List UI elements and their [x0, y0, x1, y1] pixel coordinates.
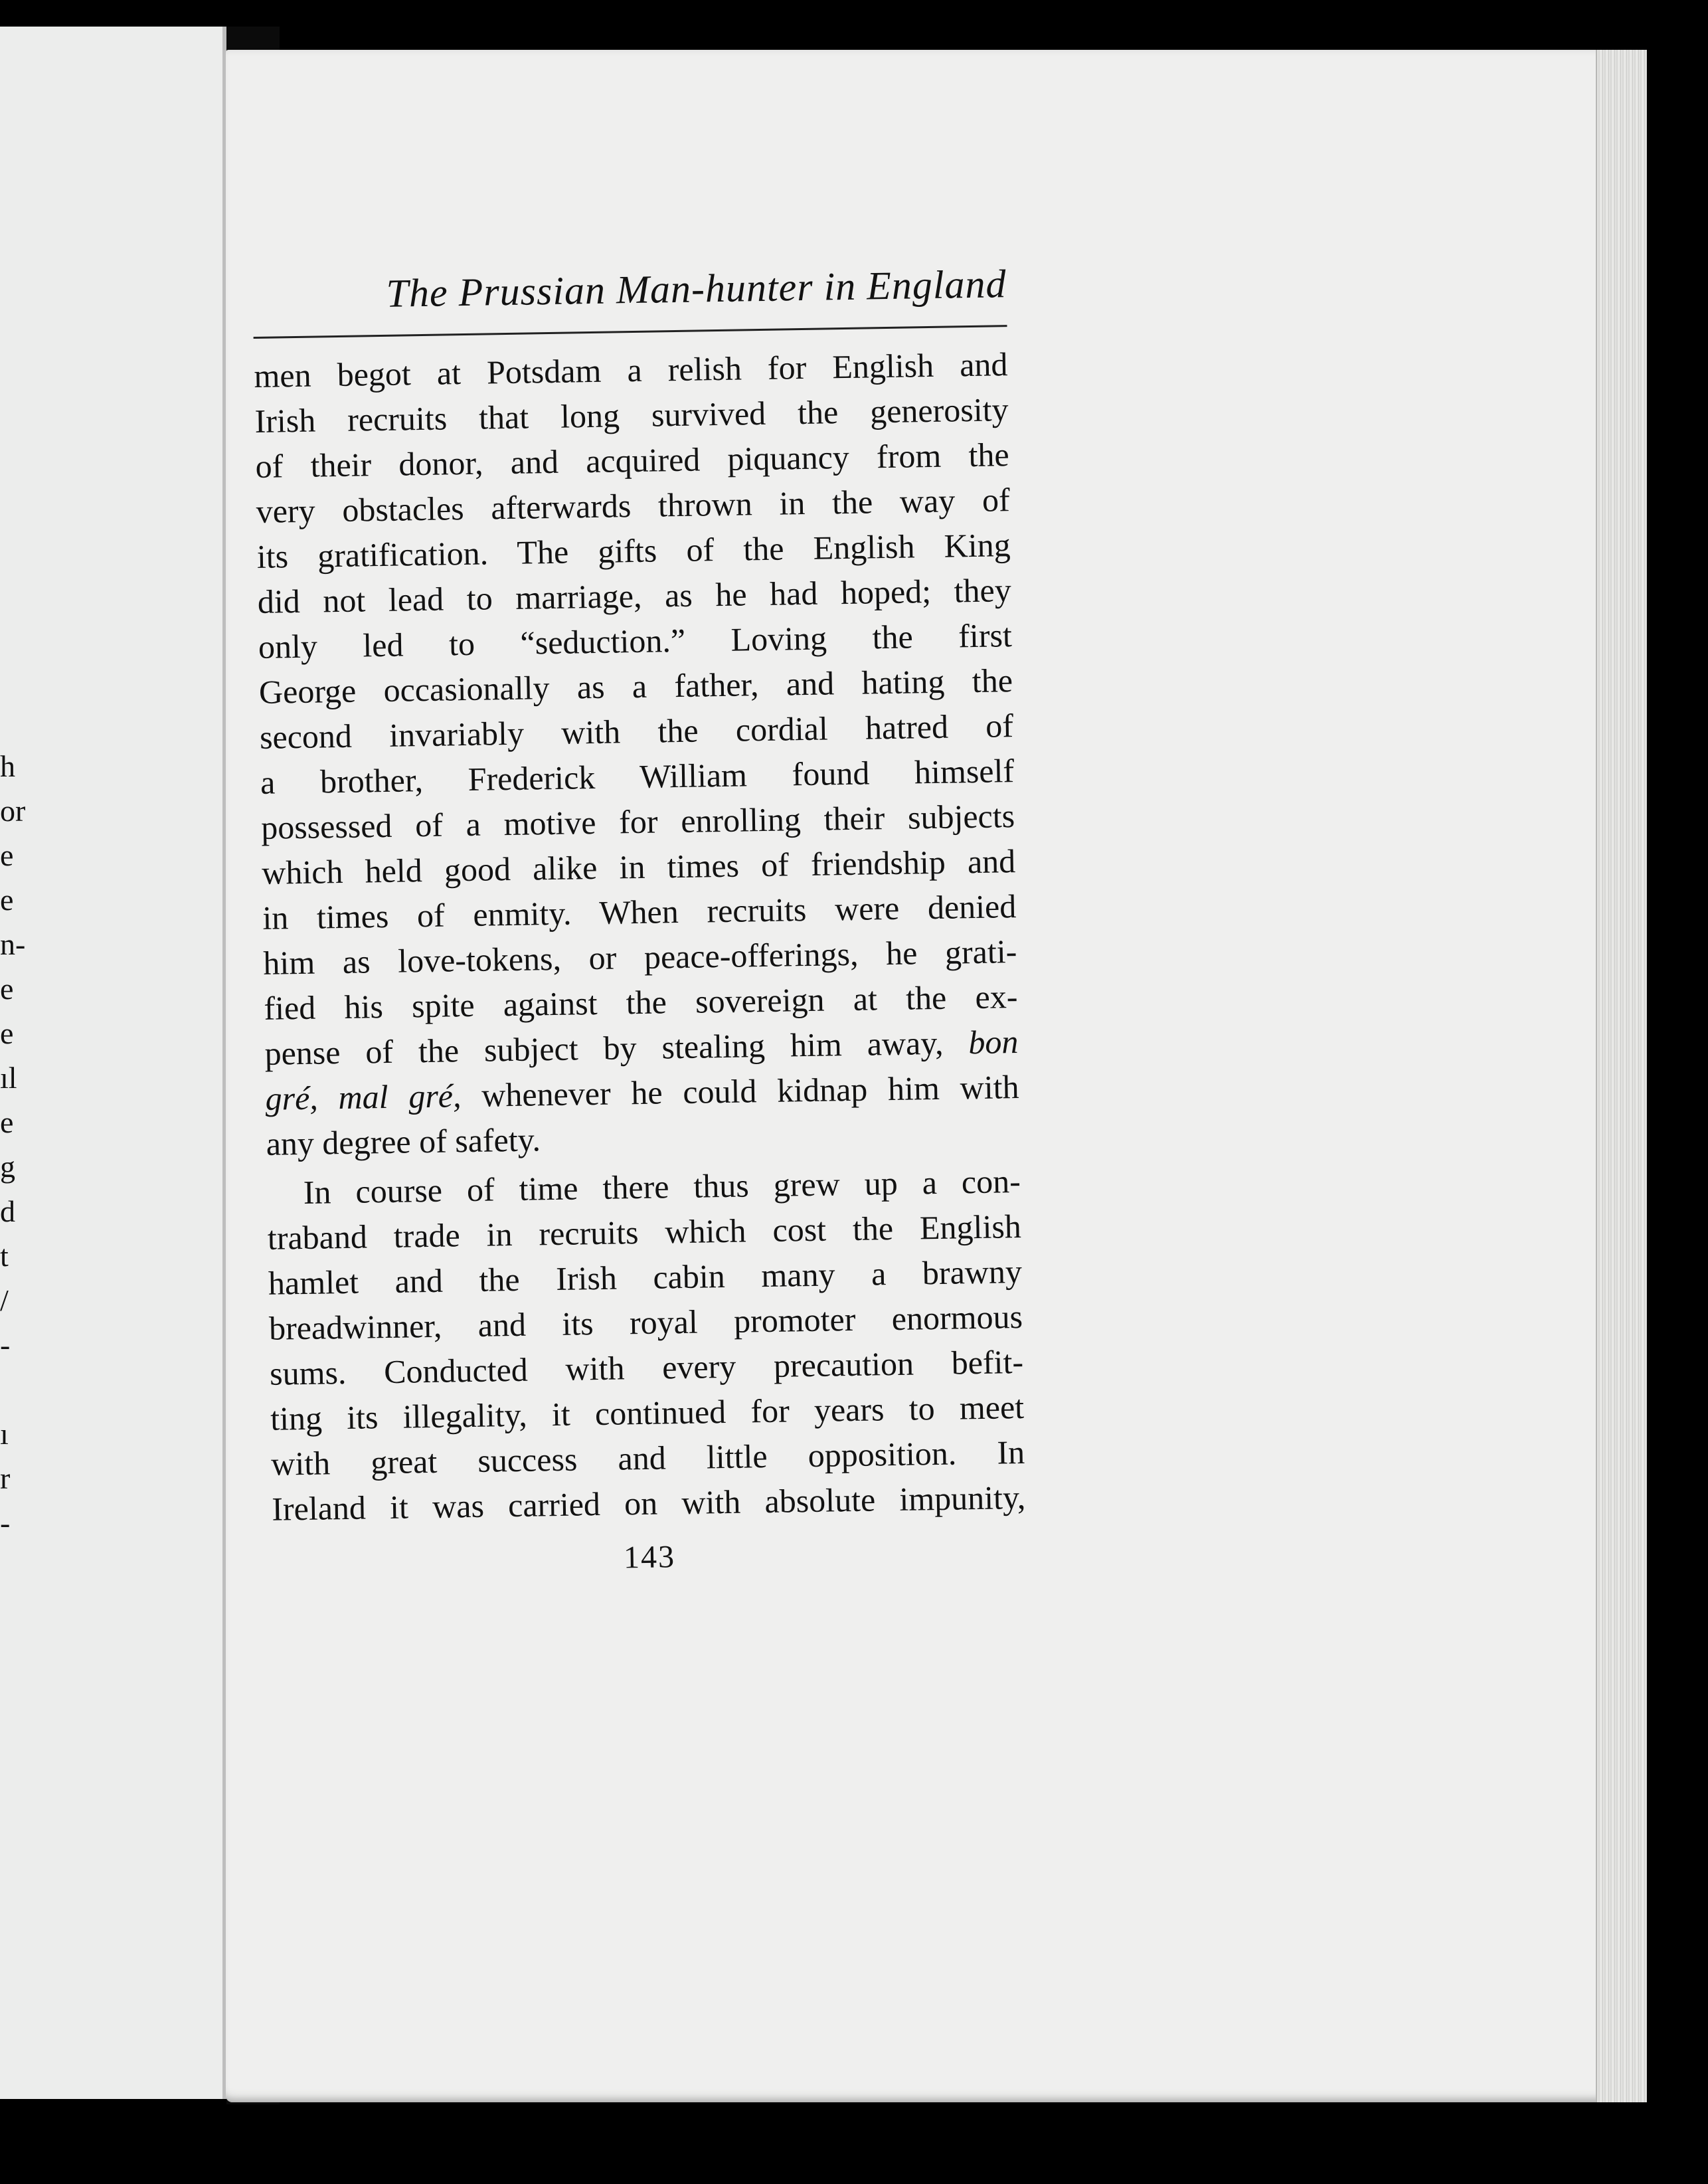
scan-border [0, 2104, 1708, 2184]
facing-page-fragment: e [0, 1016, 14, 1050]
text-line: men begot at Potsdam a relish for English and [254, 345, 1008, 395]
facing-page-fragment: ıl [0, 1061, 17, 1095]
text-line: hamlet and the Irish cabin many a brawny [268, 1252, 1023, 1302]
text-line: him as love-tokens, or peace-offerings, he grati- [262, 933, 1017, 982]
page-number: 143 [623, 1539, 676, 1576]
facing-page-fragment: e [0, 883, 14, 917]
text-line: only led to “seduction.” Loving the first [258, 616, 1013, 666]
running-head: The Prussian Man-hunter in England [252, 257, 1007, 339]
text-line: a brother, Frederick William found himself [260, 752, 1015, 801]
facing-page-fragment: e [0, 1105, 14, 1139]
facing-page-fragment: or [0, 794, 26, 828]
facing-page-fragment: - [0, 1506, 11, 1540]
text-line: sums. Conducted with every precaution befit- [269, 1342, 1024, 1392]
text-line-segment: whenever he could kidnap him with [461, 1068, 1019, 1115]
text-line: any degree of safety. [266, 1121, 541, 1162]
text-line: In course of time there thus grew up a con- [303, 1162, 1021, 1211]
facing-page-fragment: / [0, 1283, 9, 1317]
text-line-segment: pense of the subject by stealing him away, [264, 1024, 944, 1072]
text-line: very obstacles afterwards thrown in the way of [256, 481, 1011, 530]
body-text [254, 341, 1026, 1532]
facing-page-fragment: t [0, 1239, 9, 1273]
page-text-block [252, 257, 1027, 1584]
facing-page-fragment: - [0, 1328, 11, 1362]
facing-page-fragment: r [0, 1461, 11, 1495]
facing-page-fragment: h [0, 749, 15, 783]
paragraph-2 [266, 1158, 1025, 1532]
facing-page-text-fragments [0, 744, 40, 1545]
text-line: Irish recruits that long survived the generosity [254, 391, 1009, 440]
text-line: with great success and little opposition. In [270, 1433, 1025, 1483]
facing-page-fragment [0, 1367, 40, 1411]
text-line: breadwinner, and its royal promoter enormous [268, 1297, 1023, 1347]
text-line: Ireland it was carried on with absolute impunity, [271, 1478, 1026, 1528]
facing-page-fragment: n- [0, 927, 26, 961]
text-line: possessed of a motive for enrolling their subjects [260, 797, 1015, 846]
italic-phrase: bon [968, 1023, 1019, 1061]
facing-page-fragment: e [0, 972, 14, 1006]
page-edge [1596, 50, 1647, 2102]
text-line: of their donor, and acquired piquancy from the [255, 436, 1009, 485]
text-line: George occasionally as a father, and hating the [258, 662, 1013, 711]
paragraph-1 [254, 341, 1020, 1166]
facing-page-fragment: ı [0, 1417, 9, 1451]
text-line: which held good alike in times of friendship and [261, 842, 1016, 891]
text-line: its gratification. The gifts of the English King [256, 526, 1011, 575]
text-line: fied his spite against the sovereign at the ex- [264, 978, 1018, 1027]
text-line: did not lead to marriage, as he had hoped; they [257, 571, 1012, 620]
italic-phrase: gré, mal gré, [265, 1077, 462, 1117]
facing-page-fragment: d [0, 1194, 15, 1228]
facing-page-fragment: g [0, 1150, 15, 1184]
text-line: traband trade in recruits which cost the English [267, 1207, 1022, 1257]
text-line: ting its illegality, it continued for years to meet [270, 1388, 1025, 1437]
facing-page [0, 27, 226, 2099]
text-line: in times of enmity. When recruits were denied [262, 887, 1017, 937]
facing-page-fragment: e [0, 838, 14, 872]
text-line: second invariably with the cordial hatred of [259, 707, 1014, 756]
